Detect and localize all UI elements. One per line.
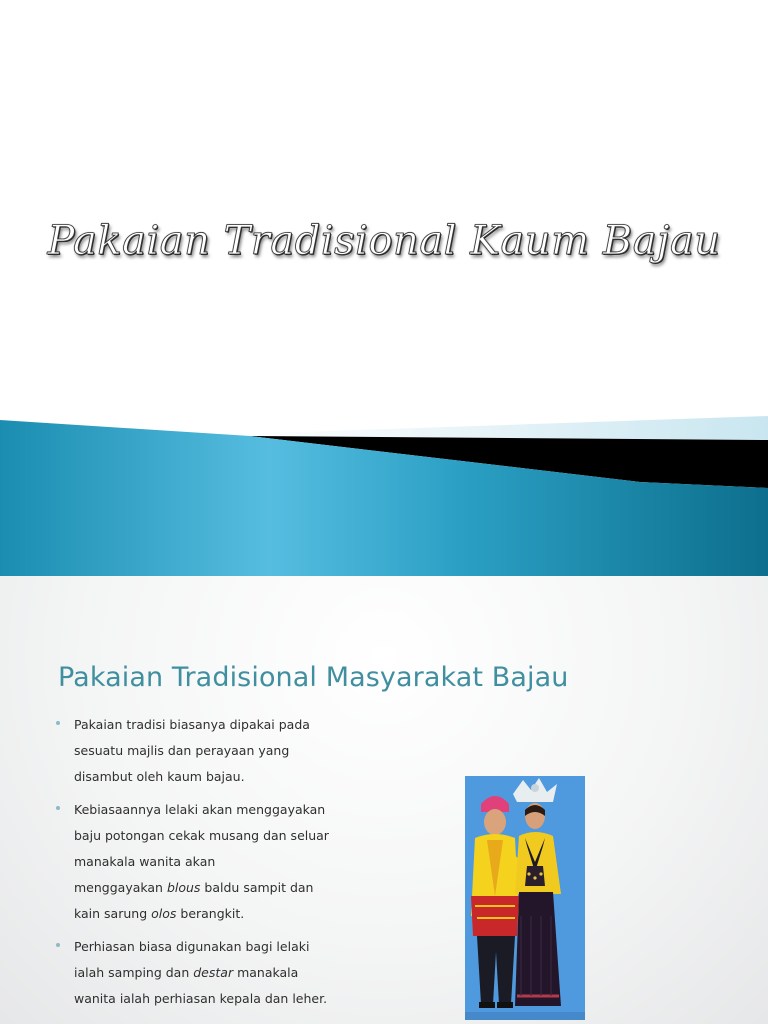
- text-run: berangkit.: [176, 906, 245, 921]
- italic-term: destar: [193, 965, 234, 980]
- bullet-dot-icon: [56, 806, 60, 810]
- bullet-line: [74, 960, 354, 986]
- bullet-item: [54, 712, 354, 790]
- bajau-couple-photo: [465, 776, 585, 1020]
- bullet-line: manakala wanita akan: [74, 854, 216, 869]
- decorative-wave-banner: [0, 408, 768, 576]
- slide-title: Pakaian Tradisional Kaum Bajau: [47, 218, 721, 264]
- text-run: menggayakan: [74, 880, 167, 895]
- text-run: baldu sampit dan: [200, 880, 314, 895]
- content-title: Pakaian Tradisional Masyarakat Bajau: [58, 662, 569, 693]
- bullet-item: [54, 797, 354, 927]
- italic-term: olos: [151, 906, 177, 921]
- bullet-line: [74, 901, 354, 927]
- bullet-list: [54, 712, 354, 1019]
- bullet-text: [74, 712, 354, 790]
- bullet-line: wanita ialah perhiasan kepala dan leher.: [74, 991, 328, 1006]
- bullet-line: Pakaian tradisi biasanya dipakai pada: [74, 717, 310, 732]
- bullet-dot-icon: [56, 943, 60, 947]
- bullet-line: Perhiasan biasa digunakan bagi lelaki: [74, 939, 310, 954]
- woman-sarong: [515, 892, 561, 1006]
- text-run: manakala: [233, 965, 299, 980]
- bullet-line: baju potongan cekak musang dan seluar: [74, 828, 329, 843]
- bullet-line: sesuatu majlis dan perayaan yang: [74, 743, 290, 758]
- pale-stripe: [240, 416, 768, 440]
- bullet-item: [54, 934, 354, 1012]
- italic-term: blous: [166, 880, 201, 895]
- bullet-text: [74, 934, 354, 1012]
- text-run: ialah samping dan: [74, 965, 194, 980]
- samping: [471, 896, 519, 936]
- bullet-dot-icon: [56, 721, 60, 725]
- bullet-text: [74, 797, 354, 927]
- bullet-line: disambut oleh kaum bajau.: [74, 769, 245, 784]
- content-slide: [0, 576, 768, 1024]
- bullet-line: [74, 875, 354, 901]
- bullet-line: Kebiasaannya lelaki akan menggayakan: [74, 802, 326, 817]
- text-run: kain sarung: [74, 906, 152, 921]
